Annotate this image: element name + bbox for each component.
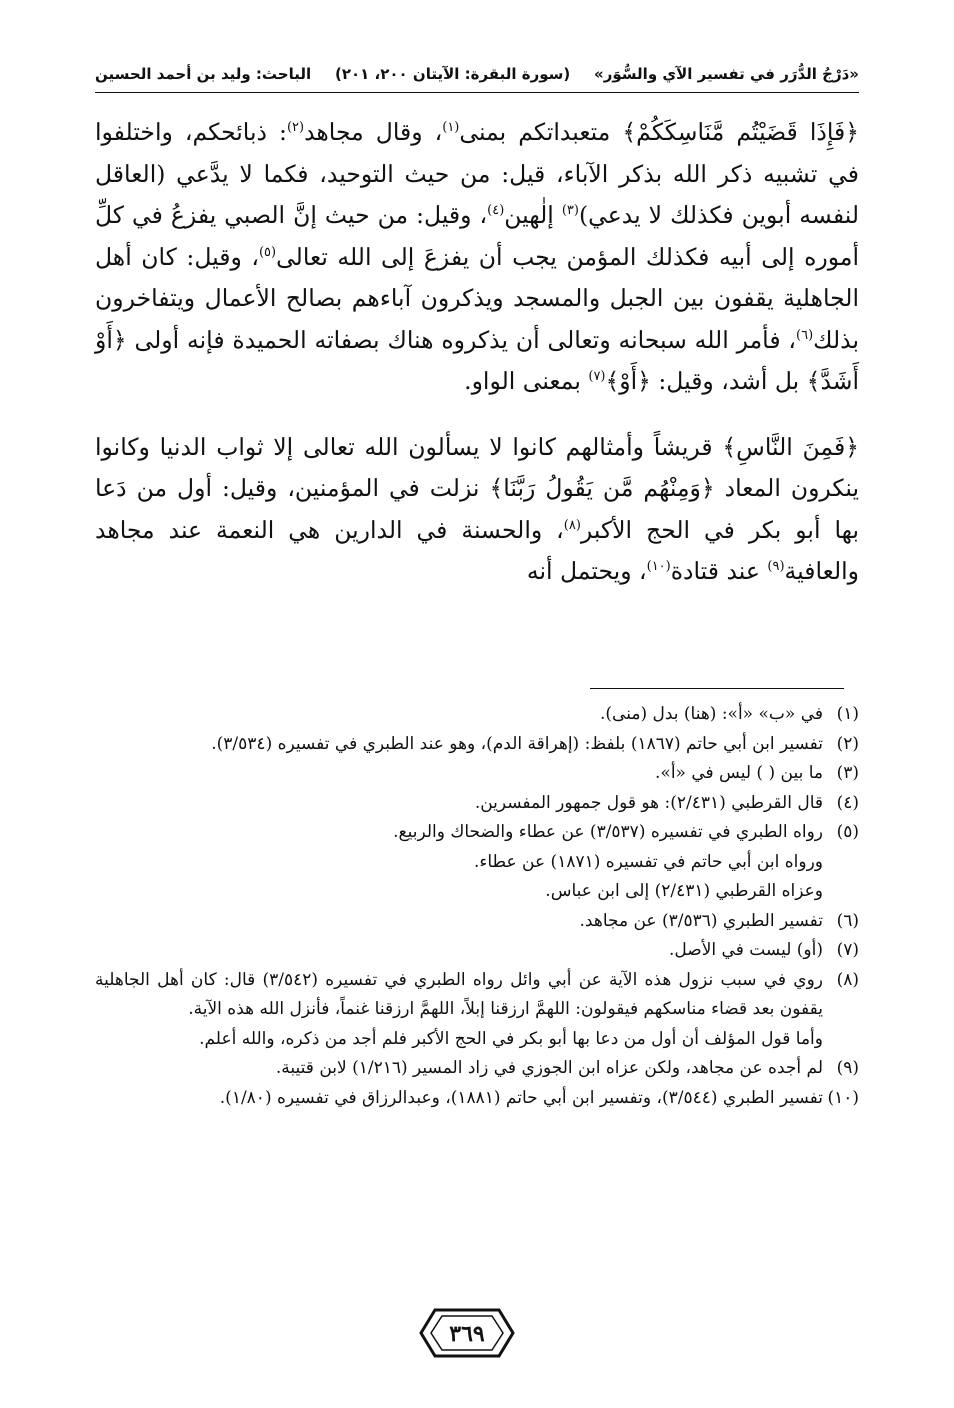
footnote-item bbox=[95, 818, 859, 848]
footnote-number: (٣) bbox=[836, 763, 859, 783]
footnote-item bbox=[95, 936, 859, 966]
quran-quote: ﴿أَوْ﴾ bbox=[605, 367, 651, 395]
paragraph-2 bbox=[95, 427, 859, 593]
page-number-badge bbox=[417, 1306, 517, 1360]
text-run: بل أشد، وقيل: bbox=[650, 367, 807, 395]
footnote-number: (٧) bbox=[836, 940, 859, 960]
header-rule bbox=[95, 92, 859, 93]
footnotes bbox=[95, 700, 859, 1113]
footnote-text: لم أجده عن مجاهد، ولكن عزاه ابن الجوزي في زاد المسير (١/٢١٦) لابن قتيبة. bbox=[275, 1058, 823, 1078]
footnote-number: (٥) bbox=[836, 822, 859, 842]
footnote-ref: (٧) bbox=[588, 369, 606, 385]
text-run: عند قتادة bbox=[670, 557, 768, 585]
footnote-text: ما بين ( ) ليس في «أ». bbox=[655, 763, 823, 783]
footnote-ref: (١) bbox=[442, 120, 460, 136]
quran-quote: ﴿فَإِذَا قَضَيْتُم مَّنَاسِكَكُمْ﴾ bbox=[622, 118, 859, 146]
footnote-item bbox=[95, 848, 859, 878]
footnote-number: (٦) bbox=[836, 910, 859, 931]
running-header bbox=[95, 58, 859, 90]
footnote-body bbox=[95, 848, 823, 878]
footnote-text: ورواه ابن أبي حاتم في تفسيره (١٨٧١) عن عطاء. bbox=[473, 851, 823, 872]
footnote-item bbox=[95, 966, 859, 1055]
footnote-item bbox=[95, 907, 859, 937]
footnote-text: وعزاه القرطبي (٢/٤٣١) إلى ابن عباس. bbox=[545, 881, 823, 901]
footnote-number: (٩) bbox=[836, 1058, 859, 1078]
footnote-body bbox=[95, 966, 823, 1055]
footnote-text: تفسير الطبري (٣/٥٣٦) عن مجاهد. bbox=[579, 910, 823, 931]
header-researcher: الباحث: وليد بن أحمد الحسين bbox=[95, 65, 312, 83]
footnote-item bbox=[95, 789, 859, 819]
text-run: ، فأمر الله سبحانه وتعالى أن يذكروه هناك بصفاته الحميدة فإنه أولى bbox=[126, 325, 797, 354]
footnote-number: (١٠) bbox=[827, 1087, 859, 1108]
text-run: بمعنى الواو. bbox=[464, 367, 589, 395]
footnote-text: وأما قول المؤلف أن أول من دعا بها أبو بكر في الحج الأكبر فلم أجد من ذكره، والله أعلم. bbox=[199, 1028, 823, 1049]
text-run: ، ويحتمل أنه bbox=[526, 557, 647, 585]
header-surah-verses: (سورة البقرة: الآيتان ٢٠٠، ٢٠١) bbox=[334, 65, 571, 83]
footnote-text: قال القرطبي (٢/٤٣١): هو قول جمهور المفسرين. bbox=[474, 792, 823, 813]
footnote-body bbox=[95, 700, 823, 730]
ornament-frame-icon bbox=[417, 1306, 517, 1360]
footnote-body bbox=[95, 789, 823, 819]
text-run: نزلت في المؤمنين، وقيل: أول من دَعا بها أبو بكر في الحج الأكبر bbox=[95, 474, 860, 544]
quran-quote: ﴿وَمِنْهُم مَّن يَقُولُ رَبَّنَا﴾ bbox=[489, 474, 715, 502]
footnote-number: (٨) bbox=[836, 969, 859, 990]
text-run: إلٰهين bbox=[504, 201, 562, 229]
text-run: ، وقال مجاهد bbox=[304, 118, 443, 146]
footnote-text: تفسير ابن أبي حاتم (١٨٦٧) بلفظ: (إهراقة الدم)، وهو عند الطبري في تفسيره (٣/٥٣٤). bbox=[211, 733, 823, 754]
footnote-item bbox=[95, 877, 859, 907]
footnote-number: (٢) bbox=[836, 733, 859, 754]
footnote-item bbox=[95, 730, 859, 760]
text-run: ، والحسنة في الدارين هي النعمة عند مجاهد والعافية bbox=[95, 515, 859, 585]
page-number: ٣٦٩ bbox=[449, 1321, 485, 1347]
header-book-title: «دَرْجُ الدُّرَر في تفسير الآي والسُّوَر» bbox=[594, 65, 859, 83]
footnote-ref: (١٠) bbox=[646, 559, 671, 575]
footnote-text: روي في سبب نزول هذه الآية عن أبي وائل رواه الطبري في تفسيره (٣/٥٤٢) قال: كان أهل الجاهلية يقفون بعد قضاء مناسكهم فيقولون: اللهمَّ ارزقنا إبلاً، اللهمَّ ارزقنا غنماً، فأنزل الله هذه الآية. bbox=[95, 969, 823, 1019]
footnote-body bbox=[95, 730, 823, 760]
text-run: ، وقيل: كان أهل الجاهلية يقفون بين الجبل والمسجد ويذكرون آباءهم بصالح الأعمال ويتفاخرون بذلك bbox=[95, 242, 859, 354]
footnote-body bbox=[95, 759, 823, 789]
footnote-ref: (٤) bbox=[487, 203, 505, 219]
footnote-body bbox=[95, 936, 823, 966]
footnote-item bbox=[95, 700, 859, 730]
footnote-number: (٤) bbox=[836, 792, 859, 813]
footnote-number: (١) bbox=[836, 704, 859, 724]
footnote-body bbox=[95, 907, 823, 937]
footnote-ref: (٣) bbox=[561, 203, 579, 219]
footnote-item bbox=[95, 759, 859, 789]
text-run: : ذبائحكم، واختلفوا في تشبيه ذكر الله بذكر الآباء، قيل: من حيث التوحيد، فكما لا يدَّعي (العاقل لنفسه أبوين فكذلك لا يدعي) bbox=[95, 118, 859, 229]
footnote-text: رواه الطبري في تفسيره (٣/٥٣٧) عن عطاء والضحاك والربيع. bbox=[393, 822, 823, 842]
main-text bbox=[95, 112, 859, 593]
footnote-body bbox=[95, 818, 823, 848]
footnote-body bbox=[95, 877, 823, 907]
footnote-body bbox=[95, 1054, 823, 1084]
footnote-item bbox=[95, 1084, 859, 1114]
footnote-ref: (٨) bbox=[563, 517, 581, 533]
quran-quote: ﴿أَوْ أَشَدَّ﴾ bbox=[95, 325, 859, 395]
footnote-text: (أو) ليست في الأصل. bbox=[668, 940, 823, 960]
footnote-ref: (٥) bbox=[258, 244, 277, 260]
footnote-ref: (٦) bbox=[796, 327, 814, 343]
footnote-body bbox=[95, 1084, 823, 1114]
footnote-ref: (٩) bbox=[767, 559, 785, 575]
footnote-ref: (٢) bbox=[286, 120, 305, 136]
text-run: متعبداتكم بمنى bbox=[459, 118, 623, 146]
text-run: ، وقيل: من حيث إنَّ الصبي يفزعُ في كلِّ أموره إلى أبيه فكذلك المؤمن يجب أن يفزعَ إلى الله تعالى bbox=[95, 201, 859, 271]
footnote-text: تفسير الطبري (٣/٥٤٤)، وتفسير ابن أبي حاتم (١٨٨١)، وعبدالرزاق في تفسيره (١/٨٠). bbox=[219, 1087, 823, 1108]
quran-quote: ﴿فَمِنَ النَّاسِ﴾ bbox=[722, 432, 859, 461]
footnote-item bbox=[95, 1054, 859, 1084]
paragraph-1 bbox=[95, 112, 859, 403]
text-run: قريشاً وأمثالهم كانوا لا يسألون الله تعالى إلا ثواب الدنيا وكانوا ينكرون المعاد bbox=[95, 432, 860, 502]
footnote-separator bbox=[590, 688, 844, 689]
footnote-text: في «ب» «أ»: (هنا) بدل (منى). bbox=[600, 704, 823, 724]
